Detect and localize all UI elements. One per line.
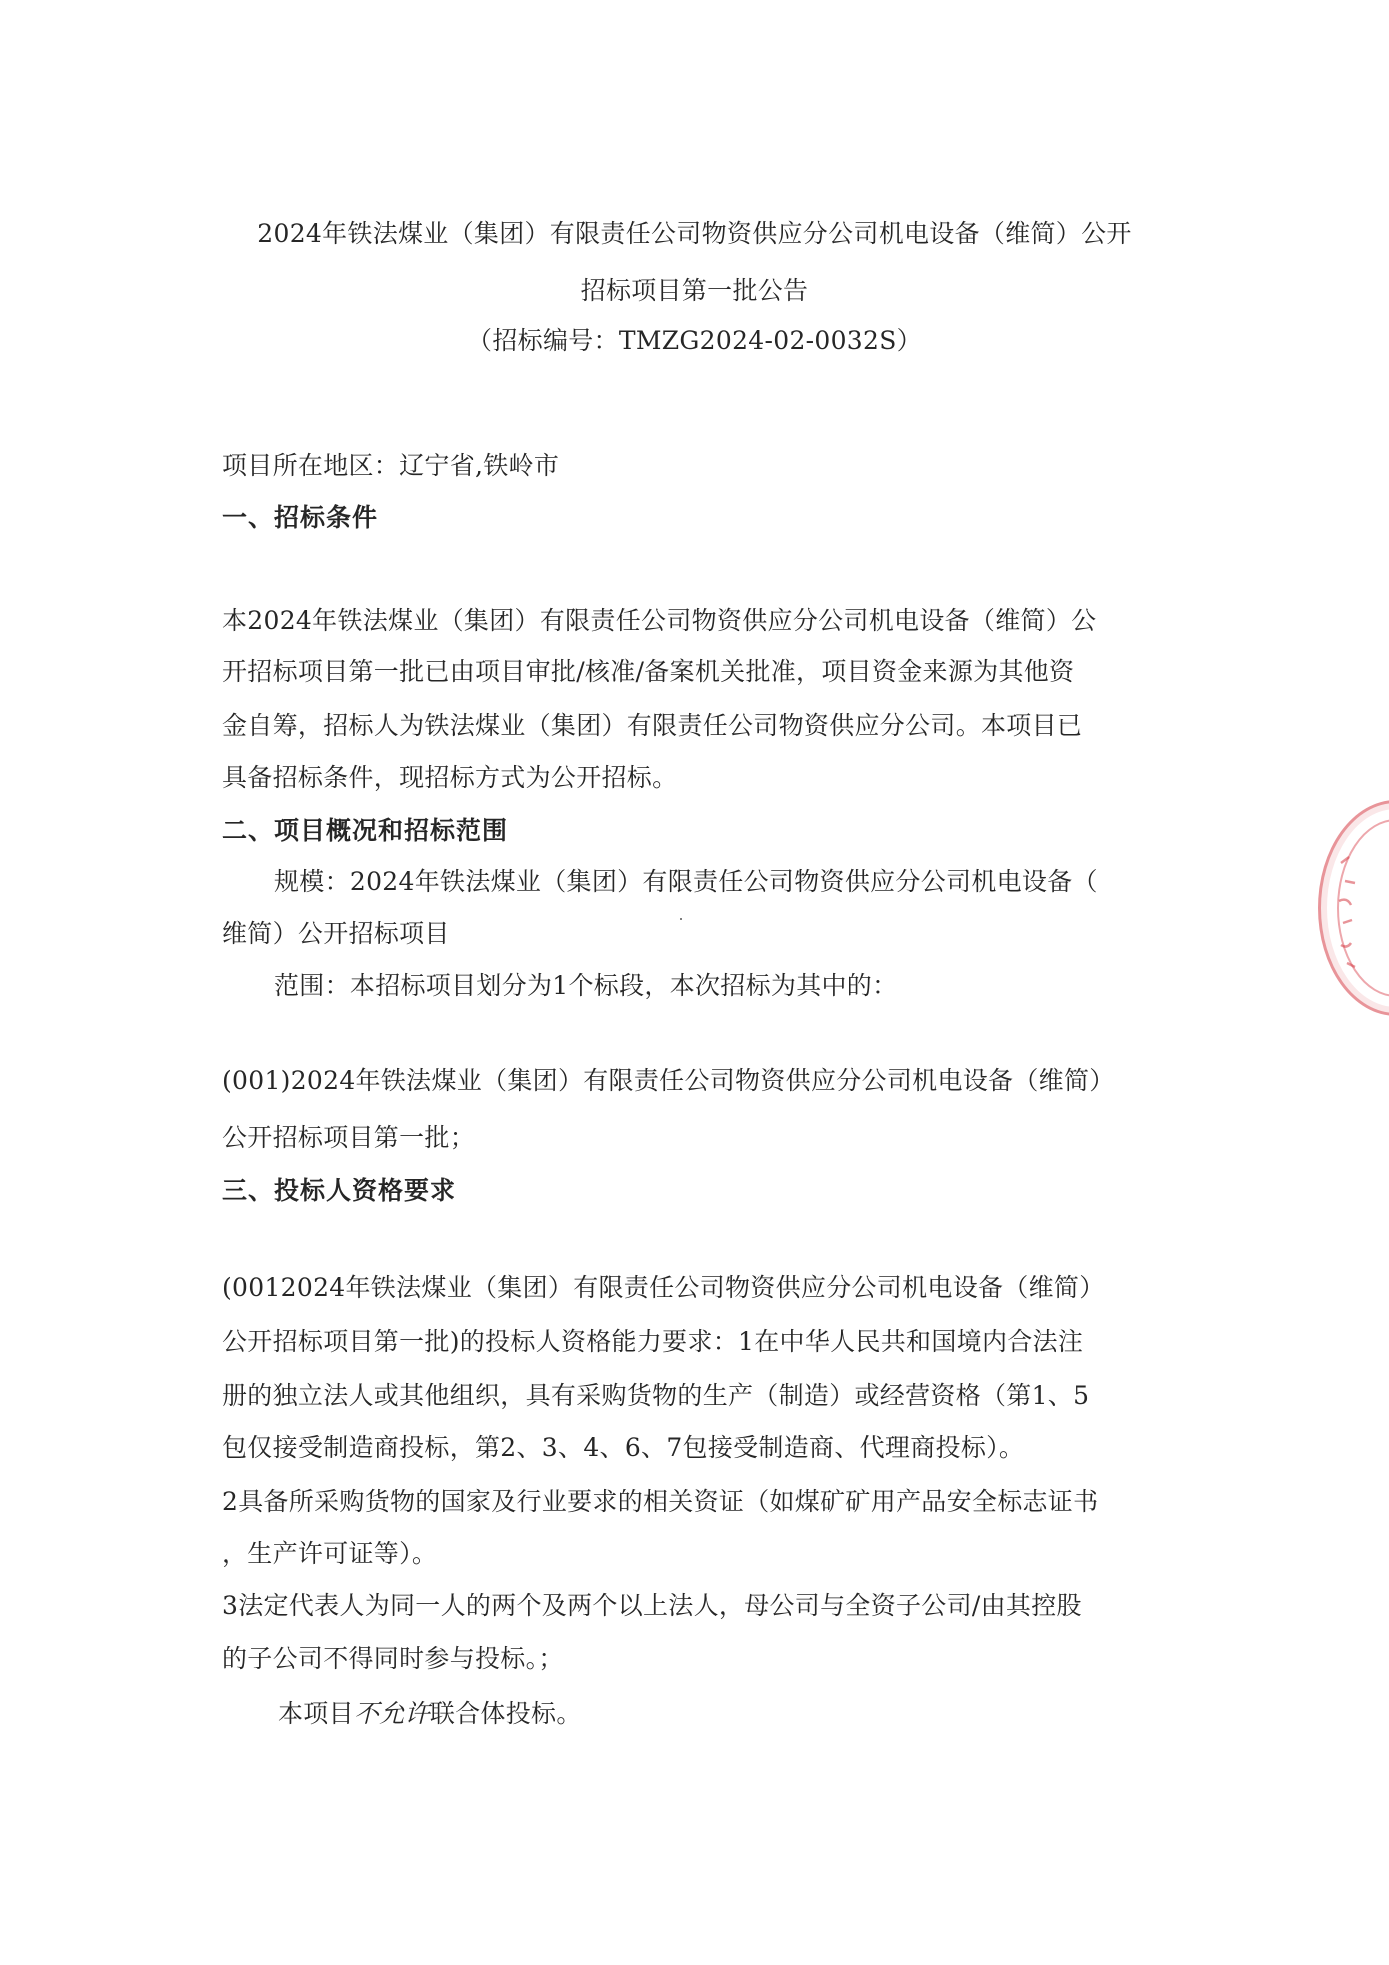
- section-3-line-3: 册的独立法人或其他组织，具有采购货物的生产（制造）或经营资格（第1、5: [222, 1381, 1090, 1410]
- section-3-line-5: 2具备所采购货物的国家及行业要求的相关资证（如煤矿矿用产品安全标志证书: [222, 1487, 1099, 1516]
- consortium-suffix: 联合体投标。: [429, 1699, 582, 1728]
- section-3-line-7: 3法定代表人为同一人的两个及两个以上法人，母公司与全资子公司/由其控股: [222, 1591, 1082, 1620]
- section-3-line-1: (0012024年铁法煤业（集团）有限责任公司物资供应分公司机电设备（维简）: [222, 1273, 1105, 1302]
- project-region: 项目所在地区：辽宁省,铁岭市: [222, 451, 560, 480]
- seal-artwork: [1321, 803, 1389, 1013]
- scan-speck: [680, 918, 682, 920]
- lot-line-1: (001)2024年铁法煤业（集团）有限责任公司物资供应分公司机电设备（维简）: [222, 1066, 1115, 1095]
- consortium-prefix: 本项目: [278, 1699, 354, 1728]
- section-3-line-4: 包仅接受制造商投标，第2、3、4、6、7包接受制造商、代理商投标）。: [222, 1433, 1025, 1462]
- scale-line-2: 维简）公开招标项目: [222, 919, 450, 948]
- section-1-heading: 一、招标条件: [222, 503, 379, 532]
- bid-number: （招标编号：TMZG2024-02-0032S）: [467, 326, 922, 355]
- section-3-line-6: ，生产许可证等）。: [222, 1539, 438, 1568]
- company-seal: [1318, 800, 1389, 1016]
- section-1-line-2: 开招标项目第一批已由项目审批/核准/备案机关批准，项目资金来源为其他资: [222, 657, 1075, 686]
- lot-line-2: 公开招标项目第一批；: [222, 1123, 476, 1152]
- section-3-line-8: 的子公司不得同时参与投标。；: [222, 1644, 564, 1673]
- scope-line: 范围：本招标项目划分为1个标段，本次招标为其中的：: [274, 971, 898, 1000]
- section-1-line-1: 本2024年铁法煤业（集团）有限责任公司物资供应分公司机电设备（维简）公: [222, 606, 1097, 635]
- section-2-heading: 二、项目概况和招标范围: [222, 816, 509, 845]
- section-1-line-4: 具备招标条件，现招标方式为公开招标。: [222, 763, 678, 792]
- section-3-heading: 三、投标人资格要求: [222, 1176, 457, 1205]
- consortium-emphasis: 不允许: [353, 1699, 430, 1728]
- section-1-line-3: 金自筹，招标人为铁法煤业（集团）有限责任公司物资供应分公司。本项目已: [222, 711, 1083, 740]
- section-3-line-2: 公开招标项目第一批)的投标人资格能力要求：1在中华人民共和国境内合法注: [222, 1327, 1084, 1356]
- title-line-1: 2024年铁法煤业（集团）有限责任公司物资供应分公司机电设备（维简）公开: [257, 219, 1132, 248]
- consortium-line: [278, 1698, 582, 1730]
- scale-line-1: 规模：2024年铁法煤业（集团）有限责任公司物资供应分公司机电设备（: [274, 867, 1098, 896]
- title-line-2: 招标项目第一批公告: [580, 276, 809, 305]
